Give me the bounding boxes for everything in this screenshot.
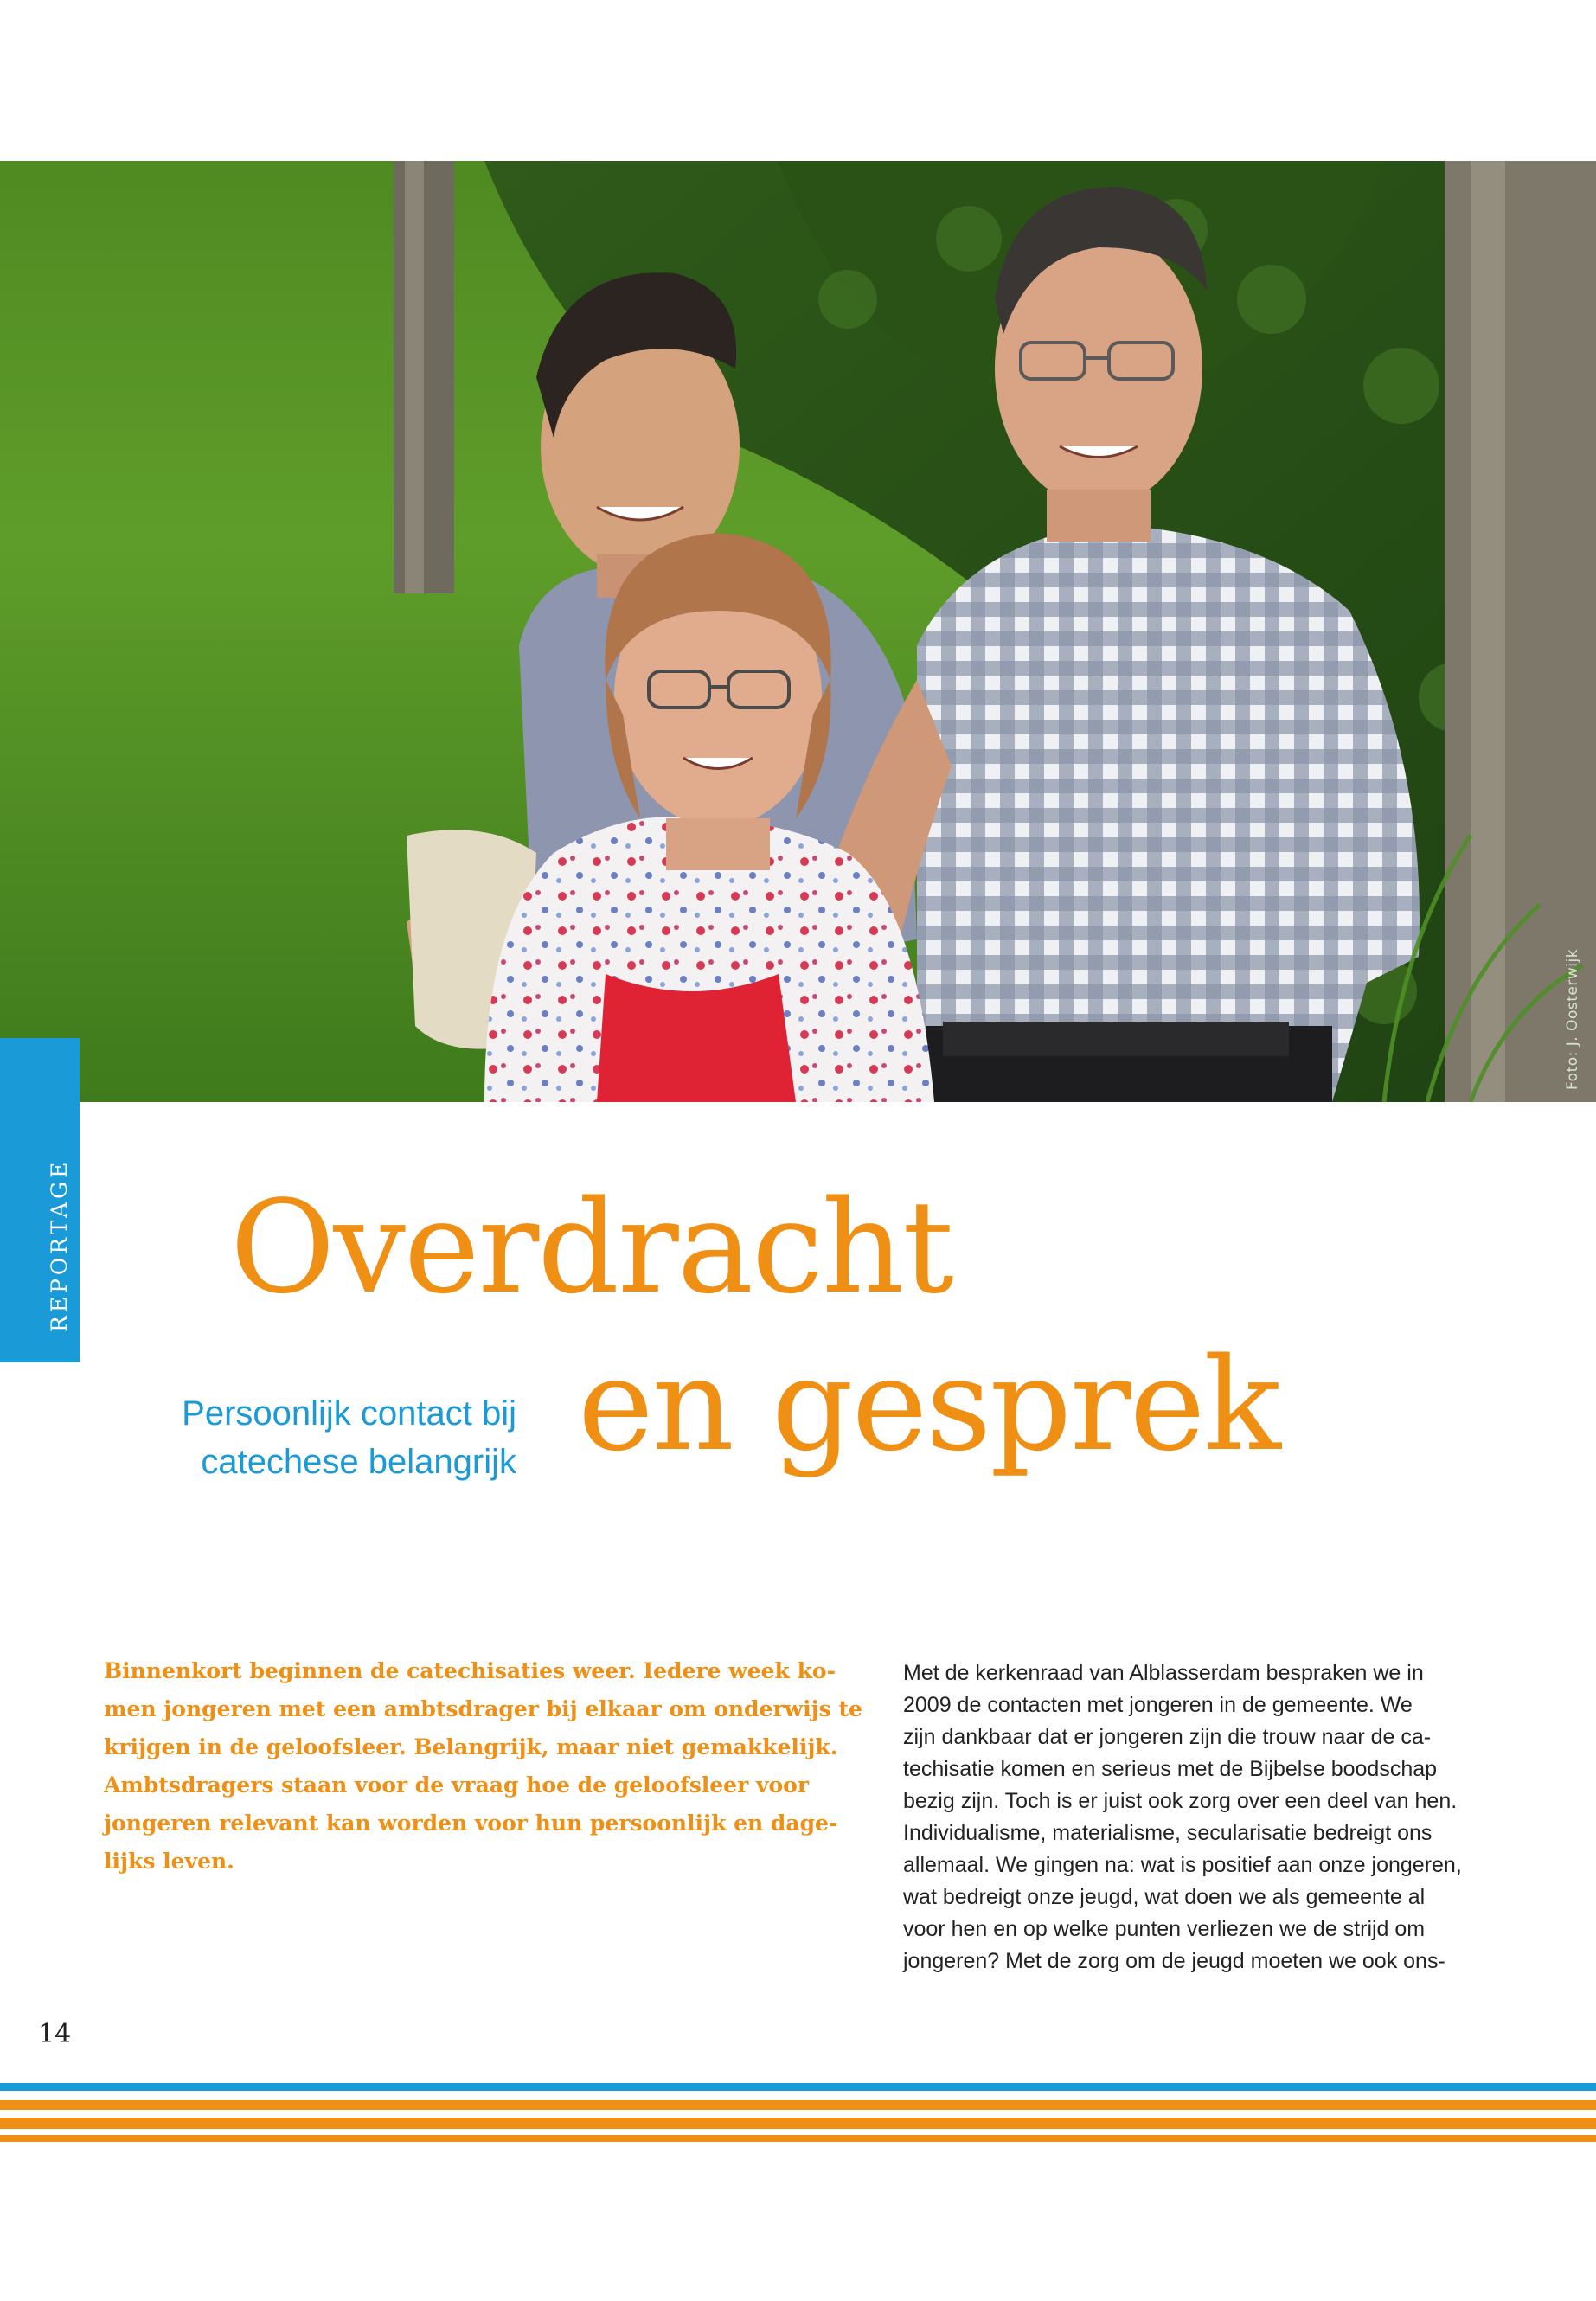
headline-line-1: Overdracht: [230, 1173, 952, 1322]
body-line: zijn dankbaar dat er jongeren zijn die trouw naar de ca-: [903, 1725, 1432, 1749]
body-line: bezig zijn. Toch is er juist ook zorg over een deel van hen.: [903, 1789, 1458, 1813]
footer-stripe-orange: [0, 2118, 1596, 2129]
body-line: wat bedreigt onze jeugd, wat doen we als gemeente al: [903, 1885, 1426, 1909]
intro-line: Binnenkort beginnen de catechisaties weer. Iedere week ko-: [104, 1658, 836, 1683]
section-label: REPORTAGE: [47, 1158, 72, 1332]
intro-line: Ambtsdragers staan voor de vraag hoe de geloofsleer voor: [104, 1772, 810, 1798]
footer-stripe-orange: [0, 2100, 1596, 2110]
headline-line-2: en gesprek: [578, 1330, 1279, 1479]
hero-photo: [0, 161, 1596, 1102]
intro-line: jongeren relevant kan worden voor hun persoonlijk en dage-: [104, 1811, 838, 1836]
body-line: jongeren? Met de zorg om de jeugd moeten we ook ons-: [903, 1949, 1445, 1973]
subtitle-line: catechese belangrijk: [201, 1443, 516, 1481]
body-line: voor hen en op welke punten verliezen we de strijd om: [903, 1917, 1426, 1941]
body-line: 2009 de contacten met jongeren in de gemeente. We: [903, 1693, 1413, 1717]
intro-paragraph: [104, 1652, 862, 1881]
body-line: techisatie komen en serieus met de Bijbelse boodschap: [903, 1757, 1438, 1781]
page-number: 14: [38, 2019, 72, 2049]
intro-line: krijgen in de geloofsleer. Belangrijk, maar niet gemakkelijk.: [104, 1734, 838, 1759]
intro-line: lijks leven.: [104, 1849, 234, 1874]
body-line: Met de kerkenraad van Alblasserdam bespraken we in: [903, 1661, 1424, 1685]
subtitle-line: Persoonlijk contact bij: [182, 1394, 516, 1433]
body-line: Individualisme, materialisme, secularisatie bedreigt ons: [903, 1821, 1433, 1845]
footer-stripe-blue: [0, 2083, 1596, 2091]
footer-stripe-orange: [0, 2135, 1596, 2142]
subtitle: [182, 1389, 516, 1486]
body-column: [903, 1657, 1509, 1977]
intro-line: men jongeren met een ambtsdrager bij elkaar om onderwijs te: [104, 1696, 862, 1721]
family-photo-icon: [0, 161, 1596, 1102]
body-line: allemaal. We gingen na: wat is positief aan onze jongeren,: [903, 1853, 1462, 1877]
photo-credit: Foto: J. Oosterwijk: [1564, 948, 1581, 1090]
